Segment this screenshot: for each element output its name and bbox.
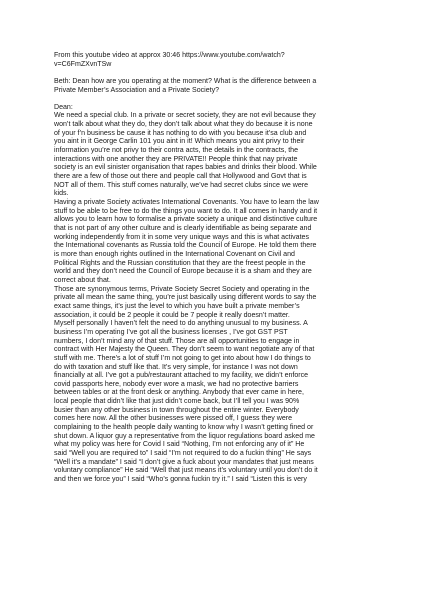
document-body bbox=[54, 52, 372, 485]
body-line: NOT all of them. This stuff comes naturally, we’ve had secret clubs since we were bbox=[54, 181, 309, 189]
body-line: there are a few of those out there and people call that Hollywood and Govt that is bbox=[54, 173, 307, 181]
body-line: and then we force you” I said “Who’s gonna fuckin try it.” I said “Listen this is very bbox=[54, 476, 307, 484]
paragraph-gap bbox=[54, 69, 372, 78]
body-line: working independently from it in some very unique ways and this is what activates bbox=[54, 233, 309, 241]
body-line: Myself personally I haven’t felt the need to do anything unusual to my business. A bbox=[54, 320, 308, 328]
body-line: shut down. A liquor guy a representative from the liquor regulations board asked me bbox=[54, 432, 315, 440]
question-paragraph bbox=[54, 78, 372, 95]
body-line: local people that didn’t like that just didn’t come back, but I’ll tell you I was 90% bbox=[54, 398, 300, 406]
body-line: private all mean the same thing, you’re just basically using different words to say the bbox=[54, 294, 317, 302]
body-line: said “Well you are required to” I said “I’m not required to do a fuckin thing” He says bbox=[54, 450, 312, 458]
answer-body bbox=[54, 112, 372, 484]
body-line: Having a private Society activates International Covenants. You have to learn the law bbox=[54, 199, 319, 207]
body-line: interactions with one another they are PRIVATE!! People think that nay private bbox=[54, 155, 298, 163]
body-line: is more than enough rights outlined in the International Covenant on Civil and bbox=[54, 250, 295, 258]
paragraph-gap bbox=[54, 95, 372, 104]
body-line: covid passports here, nobody ever wore a mask, we had no protective barriers bbox=[54, 380, 299, 388]
body-line: allows you to learn how to formalise a private society a unique and distinctive culture bbox=[54, 216, 318, 224]
body-line: society is an evil sinister organisation that rapes babies and drinks their blood. While bbox=[54, 164, 317, 172]
body-line: what my policy was here for Covid I said “Nothing, I’m not enforcing any of it” He bbox=[54, 441, 305, 449]
body-line: that is not part of any other culture and is clearly identifiable as being separate and bbox=[54, 225, 312, 232]
body-line: the International covenants as Russia told the Council of Europe. He told them there bbox=[54, 242, 317, 250]
source-line: v=C6FmZXvnTSw bbox=[54, 60, 112, 68]
body-line: numbers, I don’t mind any of that stuff. Those are all opportunities to engage in bbox=[54, 337, 300, 345]
body-line: Political Rights and the Russian constitution that they are the freest people in the bbox=[54, 259, 306, 267]
body-line: stuff with me. There’s a lot of stuff I’m not going to get into about how I do things to bbox=[54, 354, 311, 362]
body-line: stuff to be able to be free to do the things you want to do. It all comes in handy and it bbox=[54, 207, 318, 215]
body-line: financially at all. I’ve got a pub/restaurant attached to my facility, we didn’t enforce bbox=[54, 372, 309, 380]
body-line: you aint in it George Carlin 101 you aint in it! Which means you aint privy to their bbox=[54, 138, 305, 146]
body-line: Those are synonymous terms, Private Society Secret Society and operating in the bbox=[54, 285, 310, 293]
source-line: From this youtube video at approx 30:46 https://www.youtube.com/watch? bbox=[54, 52, 285, 59]
body-line: complaining to the health people daily wanting to know why I wasn’t getting fined or bbox=[54, 424, 314, 432]
question-line: Private Member’s Association and a Private Society? bbox=[54, 86, 220, 94]
body-line: correct about that. bbox=[54, 276, 111, 284]
body-line: kids. bbox=[54, 190, 69, 198]
source-paragraph bbox=[54, 52, 372, 69]
body-line: between tables or at the front desk or anything. Anybody that ever came in here, bbox=[54, 389, 304, 397]
body-line: won’t talk about what they do, they don’t talk about what they do because it is none bbox=[54, 121, 313, 129]
body-line: world and they don’t need the Council of Europe because it is a sham and they are bbox=[54, 268, 312, 276]
body-line: association, it could be 2 people it could be 7 people it really doesn’t matter. bbox=[54, 311, 290, 319]
body-line: busier than any other business in town throughout the entire winter. Everybody bbox=[54, 406, 299, 414]
body-line: information you’re not privy to their contra acts, the details in the contracts, the bbox=[54, 147, 299, 155]
speaker-label bbox=[54, 104, 372, 113]
body-line: “Well it’s a mandate” I said “I don’t give a fuck about your mandates that just means bbox=[54, 458, 314, 466]
body-line: We need a special club. In a private or secret society, they are not evil because they bbox=[54, 112, 316, 120]
body-line: exact same things, it’s just the level to which you have built a private member’s bbox=[54, 302, 300, 310]
body-line: business I’m operating I’ve got all the business licenses , I’ve got GST PST bbox=[54, 328, 288, 336]
body-line: of your f’n business be cause it has nothing to do with you because it’sa club and bbox=[54, 129, 307, 137]
question-line: Beth: Dean how are you operating at the moment? What is the difference between a bbox=[54, 77, 317, 85]
body-line: voluntary compliance” He said “Well that just means it’s voluntary until you don’t do it bbox=[54, 467, 318, 475]
body-line: do with taxation and stuff like that. It’s very simple, for instance I was not down bbox=[54, 363, 298, 371]
body-line: comes here now. All the other businesses were pissed off, I guess they were bbox=[54, 415, 293, 423]
speaker-line: Dean: bbox=[54, 103, 73, 111]
body-line: contract with Her Majesty the Queen. They don’t seem to want negotiate any of that bbox=[54, 346, 315, 354]
